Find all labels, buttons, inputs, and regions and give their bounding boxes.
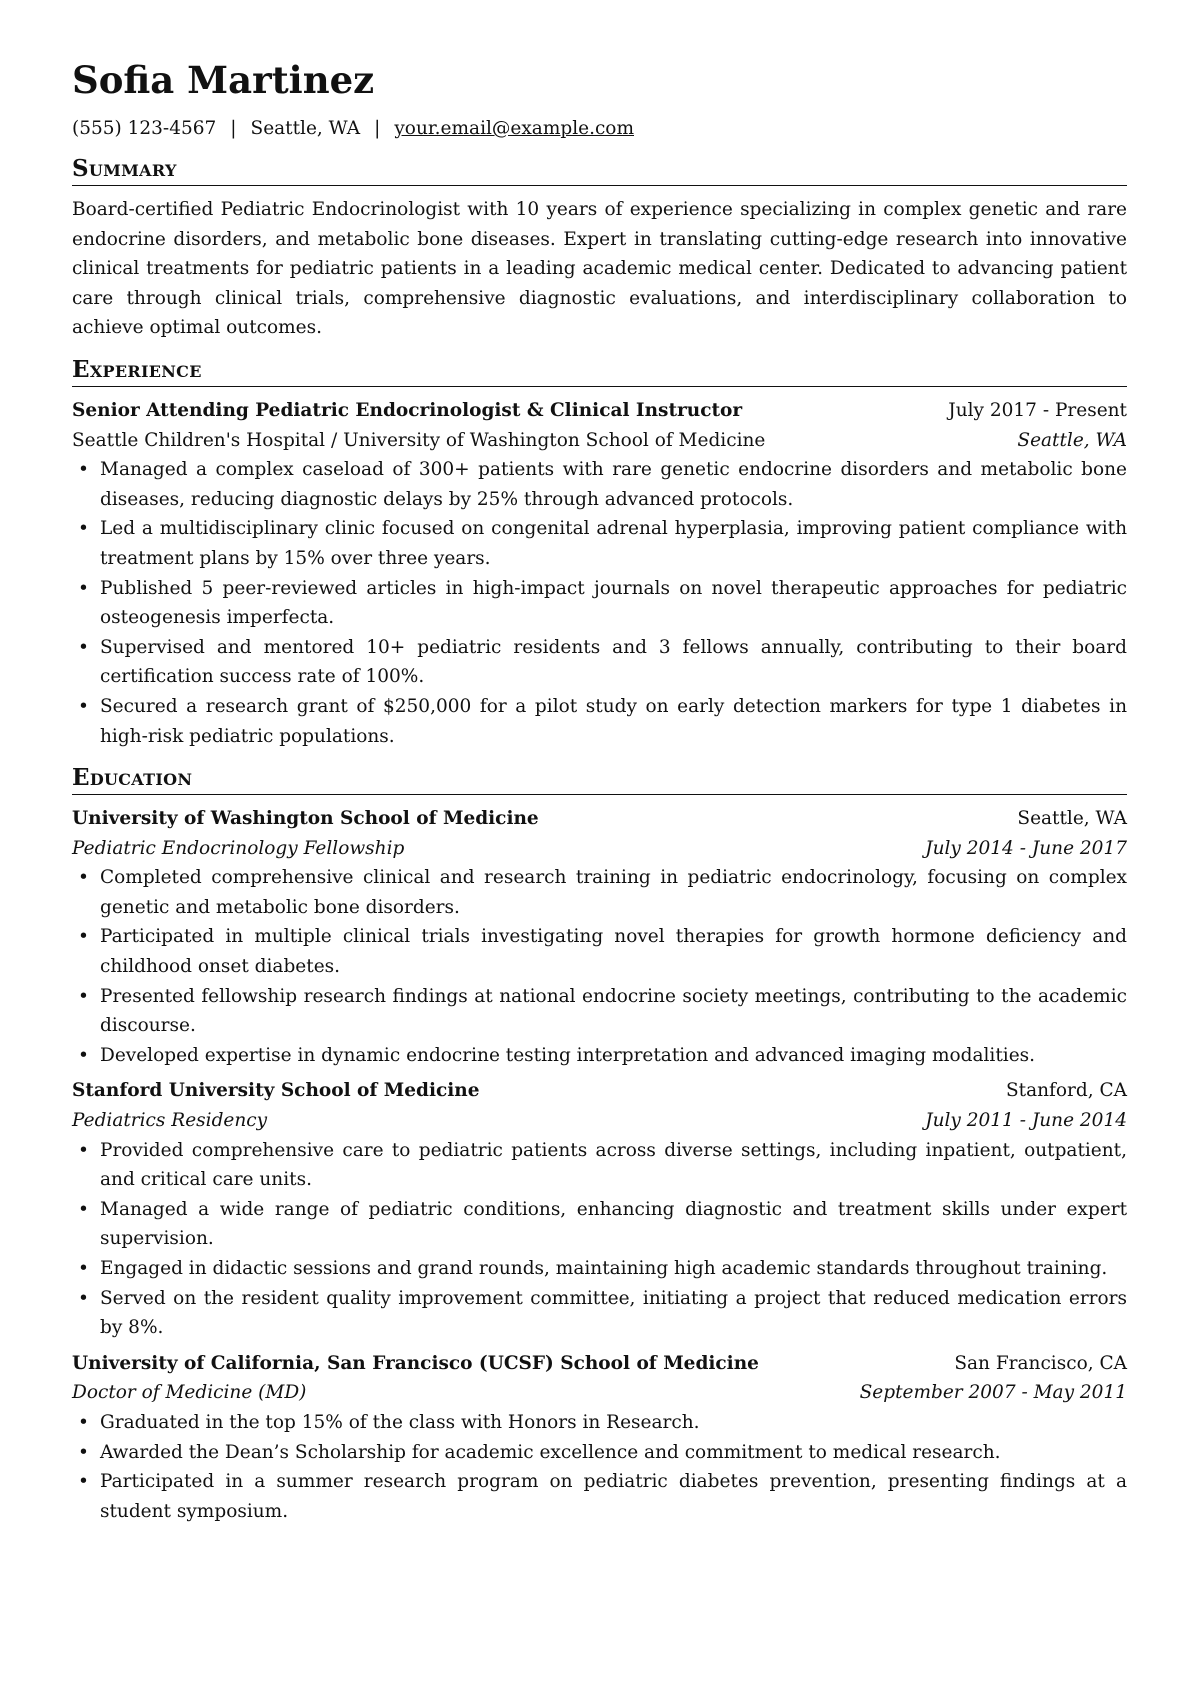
job-dates: July 2017 - Present <box>948 399 1127 421</box>
bullet-item: • Provided comprehensive care to pediatric patients across diverse settings, including inpatient, outpatient, and critical care units. <box>72 1136 1127 1195</box>
entry-header-row <box>72 804 1127 834</box>
resume-page <box>72 58 1127 1526</box>
bullet-item: • Awarded the Dean’s Scholarship for academic excellence and commitment to medical research. <box>72 1438 1127 1468</box>
bullet-item: • Engaged in didactic sessions and grand rounds, maintaining high academic standards throughout training. <box>72 1254 1127 1284</box>
email-link[interactable]: your.email@example.com <box>394 118 634 139</box>
school-location: Seattle, WA <box>1017 808 1127 830</box>
job-title: Senior Attending Pediatric Endocrinologist & Clinical Instructor <box>72 399 743 421</box>
school-name: University of California, San Francisco (UCSF) School of Medicine <box>72 1352 759 1374</box>
entry-subheader-row <box>72 834 1127 864</box>
bullet-item: • Graduated in the top 15% of the class with Honors in Research. <box>72 1408 1127 1438</box>
school-location: San Francisco, CA <box>954 1352 1127 1374</box>
summary-section <box>72 154 1127 343</box>
section-heading-education: Education <box>72 763 1127 795</box>
education-entry <box>72 1349 1127 1527</box>
program-name: Pediatrics Residency <box>72 1110 268 1132</box>
candidate-name: Sofia Martinez <box>72 58 375 102</box>
experience-entry <box>72 396 1127 751</box>
bullet-list <box>72 1136 1127 1343</box>
entry-subheader-row <box>72 1106 1127 1136</box>
bullet-item: • Served on the resident quality improvement committee, initiating a project that reduced medication errors by 8%. <box>72 1284 1127 1343</box>
entry-header-row <box>72 1349 1127 1379</box>
program-name: Pediatric Endocrinology Fellowship <box>72 837 405 859</box>
bullet-item: • Published 5 peer-reviewed articles in high-impact journals on novel therapeutic approaches for pediatric osteogenesis imperfecta. <box>72 574 1127 633</box>
summary-text: Board-certified Pediatric Endocrinologist with 10 years of experience specializing in complex genetic and rare endocrine disorders, and metabolic bone diseases. Expert in translating cutting-edge research into innovative clinical treatments for pediatric patients in a leading academic medical center. Dedicated to advancing patient care through clinical trials, comprehensive diagnostic evaluations, and interdisciplinary collaboration to achieve optimal outcomes. <box>72 199 1127 339</box>
bullet-item: • Developed expertise in dynamic endocrine testing interpretation and advanced imaging modalities. <box>72 1041 1127 1071</box>
bullet-item: • Managed a wide range of pediatric conditions, enhancing diagnostic and treatment skills under expert supervision. <box>72 1195 1127 1254</box>
experience-section <box>72 355 1127 751</box>
program-dates: September 2007 - May 2011 <box>859 1382 1127 1404</box>
bullet-item: • Presented fellowship research findings at national endocrine society meetings, contributing to the academic discourse. <box>72 982 1127 1041</box>
program-dates: July 2014 - June 2017 <box>925 837 1127 859</box>
program-dates: July 2011 - June 2014 <box>925 1110 1127 1132</box>
bullet-list <box>72 863 1127 1070</box>
education-section <box>72 763 1127 1526</box>
entry-subheader-row <box>72 426 1127 456</box>
section-heading-summary: Summary <box>72 154 1127 186</box>
employer: Seattle Children's Hospital / University of Washington School of Medicine <box>72 429 766 451</box>
school-location: Stanford, CA <box>1006 1080 1127 1102</box>
location: Seattle, WA <box>250 118 361 139</box>
education-entry <box>72 804 1127 1070</box>
job-location: Seattle, WA <box>1017 429 1127 451</box>
education-entry <box>72 1076 1127 1342</box>
entry-header-row <box>72 396 1127 426</box>
school-name: Stanford University School of Medicine <box>72 1080 480 1102</box>
bullet-item: • Participated in multiple clinical trials investigating novel therapies for growth hormone deficiency and childhood onset diabetes. <box>72 922 1127 981</box>
bullet-item: • Completed comprehensive clinical and research training in pediatric endocrinology, focusing on complex genetic and metabolic bone disorders. <box>72 863 1127 922</box>
bullet-item: • Managed a complex caseload of 300+ patients with rare genetic endocrine disorders and metabolic bone diseases, reducing diagnostic delays by 25% through advanced protocols. <box>72 455 1127 514</box>
contact-separator: | <box>374 118 381 139</box>
bullet-list <box>72 1408 1127 1526</box>
bullet-item: • Led a multidisciplinary clinic focused on congenital adrenal hyperplasia, improving patient compliance with treatment plans by 15% over three years. <box>72 514 1127 573</box>
bullet-list <box>72 455 1127 751</box>
section-heading-experience: Experience <box>72 355 1127 387</box>
bullet-item: • Participated in a summer research program on pediatric diabetes prevention, presenting findings at a student symposium. <box>72 1467 1127 1526</box>
bullet-item: • Secured a research grant of $250,000 for a pilot study on early detection markers for type 1 diabetes in high-risk pediatric populations. <box>72 692 1127 751</box>
school-name: University of Washington School of Medicine <box>72 808 539 830</box>
entry-subheader-row <box>72 1378 1127 1408</box>
contact-separator: | <box>230 118 237 139</box>
bullet-item: • Supervised and mentored 10+ pediatric residents and 3 fellows annually, contributing to their board certification success rate of 100%. <box>72 633 1127 692</box>
program-name: Doctor of Medicine (MD) <box>72 1382 307 1404</box>
entry-header-row <box>72 1076 1127 1106</box>
phone-number: (555) 123-4567 <box>72 118 217 139</box>
contact-line <box>72 116 1127 142</box>
